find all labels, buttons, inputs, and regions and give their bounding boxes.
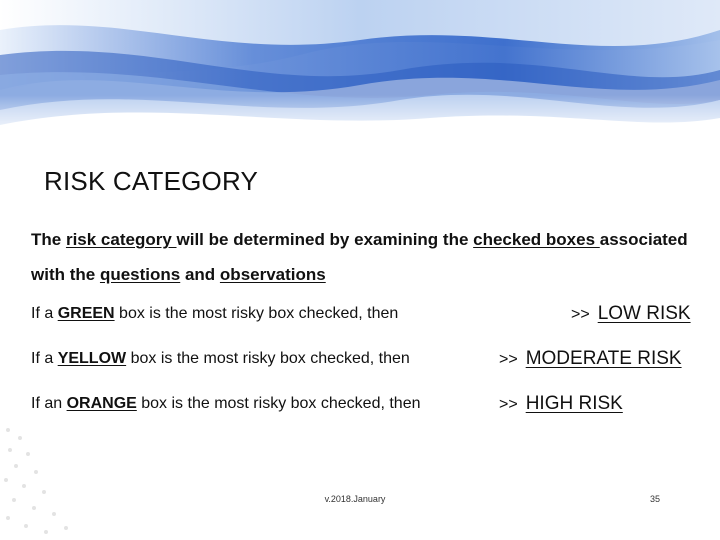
intro-text: will be determined by examining the	[176, 230, 474, 249]
rule-suffix: box is the most risky box checked, then	[114, 305, 399, 322]
intro-term-risk-category: risk category	[65, 230, 177, 249]
arrow-indicator: >>	[571, 306, 590, 323]
rule-color-yellow: YELLOW	[57, 350, 127, 367]
page-number: 35	[649, 494, 660, 504]
intro-term-observations: observations	[219, 265, 326, 284]
intro-paragraph	[31, 222, 711, 292]
rule-color-green: GREEN	[57, 305, 115, 322]
intro-text: and	[180, 265, 220, 284]
rule-orange-result	[499, 393, 623, 415]
decorative-wave-banner	[0, 0, 720, 140]
risk-label-low: LOW RISK	[597, 303, 691, 324]
intro-text: The	[31, 230, 66, 249]
rule-yellow-result	[499, 348, 682, 370]
intro-term-checked-boxes: checked boxes	[473, 230, 600, 249]
arrow-indicator: >>	[499, 396, 518, 413]
rule-orange-text	[31, 395, 421, 413]
intro-term-questions: questions	[99, 265, 181, 284]
footer-version: v.2018.January	[324, 494, 386, 504]
rule-prefix: If a	[31, 350, 58, 367]
rule-green-text	[31, 305, 398, 323]
rule-prefix: If a	[31, 305, 58, 322]
rule-suffix: box is the most risky box checked, then	[126, 350, 410, 367]
arrow-indicator: >>	[499, 351, 518, 368]
rule-color-orange: ORANGE	[66, 395, 137, 412]
rule-suffix: box is the most risky box checked, then	[136, 395, 421, 412]
risk-label-moderate: MODERATE RISK	[525, 348, 682, 369]
rule-green-result	[571, 303, 691, 325]
rule-yellow-text	[31, 350, 410, 368]
risk-label-high: HIGH RISK	[525, 393, 623, 414]
intro-text: associated with the	[31, 230, 688, 284]
decorative-dot-pattern	[0, 420, 140, 540]
slide-title: RISK CATEGORY	[44, 166, 259, 196]
rule-prefix: If an	[31, 395, 67, 412]
